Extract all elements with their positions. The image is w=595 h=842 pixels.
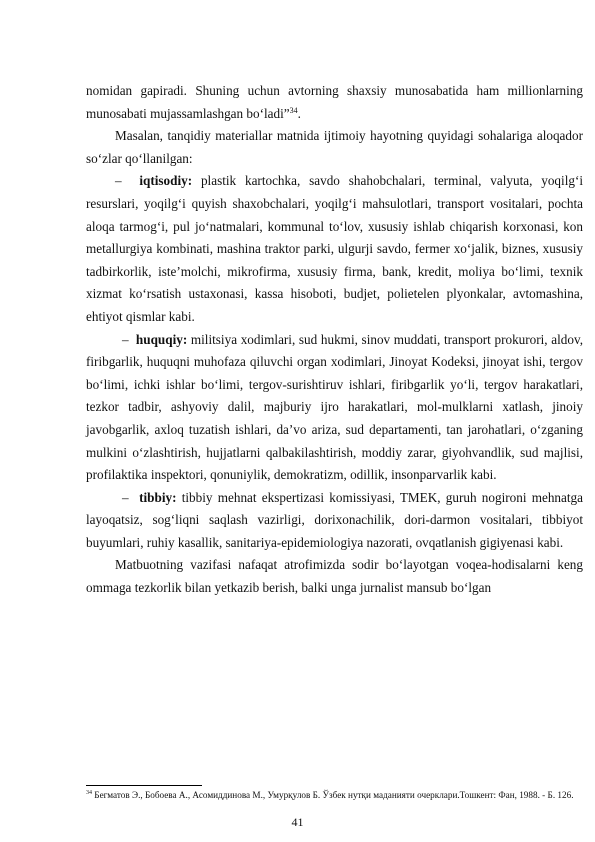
footnote <box>86 788 583 803</box>
list-item-legal <box>86 329 583 487</box>
list-item-text: plastik kartochka, savdo shahobchalari, terminal, valyuta, yoqilg‘i resurslari, yoqilg‘i quyish shaxobchalari, yoqilg‘i mahsulotlari, transport vositalari, pochta aloqa tarmog‘i, pul jo‘natmalari, kommunal to‘lov, xususiy ishlab chiqarish korxonasi, kon metallurgiya kombinati, mashina traktor parki, ulgurji savdo, fermer xo‘jalik, biznes, xususiy tadbirkorlik, iste’molchi, mikrofirma, xususiy firma, bank, kredit, moliya bo‘limi, texnik xizmat ko‘rsatish ustaxonasi, kassa hisoboti, budjet, polietelen plyonkalar, avtomashina, ehtiyot qismlar kabi. <box>86 173 584 324</box>
footnote-separator <box>86 785 202 786</box>
paragraph-text: nomidan gapiradi. Shuning uchun avtorning shaxsiy munosabatida ham millionlarning munosabati mujassamlashgan bo‘ladi” <box>86 83 583 121</box>
footnote-number: 34 <box>86 790 92 796</box>
paragraph-end: . <box>297 105 301 121</box>
paragraph-press: Matbuotning vazifasi nafaqat atrofimizda sodir bo‘layotgan voqea-hodisalarni keng ommaga tezkorlik bilan yetkazib berish, balki unga jurnalist mansub bo‘lgan <box>86 557 583 596</box>
list-dash: – <box>122 331 129 347</box>
term-medical: tibbiy: <box>139 489 177 505</box>
term-legal: huquqiy: <box>135 331 188 347</box>
list-dash: – <box>122 489 129 505</box>
footnote-reference: 34 <box>289 105 298 115</box>
footnote-text: Бегматов Э., Бобоева А., Асомиддинова М., Умурқулов Б. Ўзбек нутқи маданияти очерклари.Тошкент: Фан, 1988. - Б. 126. <box>92 790 574 800</box>
page-number: 41 <box>291 815 304 829</box>
list-item-text: militsiya xodimlari, sud hukmi, sinov muddati, transport prokurori, aldov, firibgarlik, huquqni muhofaza qiluvchi organ xodimlari, Jinoyat Kodeksi, jinoyat ishi, tergov bo‘limi, ichki ishlar bo‘limi, tergov-surishtiruv ishlari, firibgarlik yo‘li, tergov harakatlari, tezkor tadbir, ashyoviy dalil, majburiy ijro harakatlari, mol-mulklarni xatlash, jinoiy javobgarlik, axloq tuzatish ishlari, da’vo ariza, sud departamenti, tan jarohatlari, o‘zganing mulkini o‘zlashtirish, hujjatlarni qalbakilashtirish, moddiy zarar, giyohvandlik, sud majlisi, profilaktika inspektori, qonuniylik, demokratizm, odillik, insonparvarlik kabi. <box>86 331 583 483</box>
paragraph-continuation <box>86 80 583 125</box>
list-item-medical <box>86 487 583 555</box>
list-item-economic <box>86 170 583 328</box>
paragraph-intro: Masalan, tanqidiy materiallar matnida ijtimoiy hayotning quyidagi sohalariga aloqador so‘zlar qo‘llanilgan: <box>86 128 583 166</box>
document-body <box>86 80 583 600</box>
term-economic: iqtisodiy: <box>139 173 193 189</box>
list-item-text: tibbiy mehnat ekspertizasi komissiyasi, TMEK, guruh nogironi mehnatga layoqatsiz, sog‘liqni saqlash vazirligi, dorixonachilik, dori-darmon vositalari, tibbiyot buyumlari, ruhiy kasallik, sanitariya-epidemiologiya nazorati, ovqatlanish gigiyenasi kabi. <box>86 489 583 550</box>
list-dash: – <box>115 173 122 189</box>
